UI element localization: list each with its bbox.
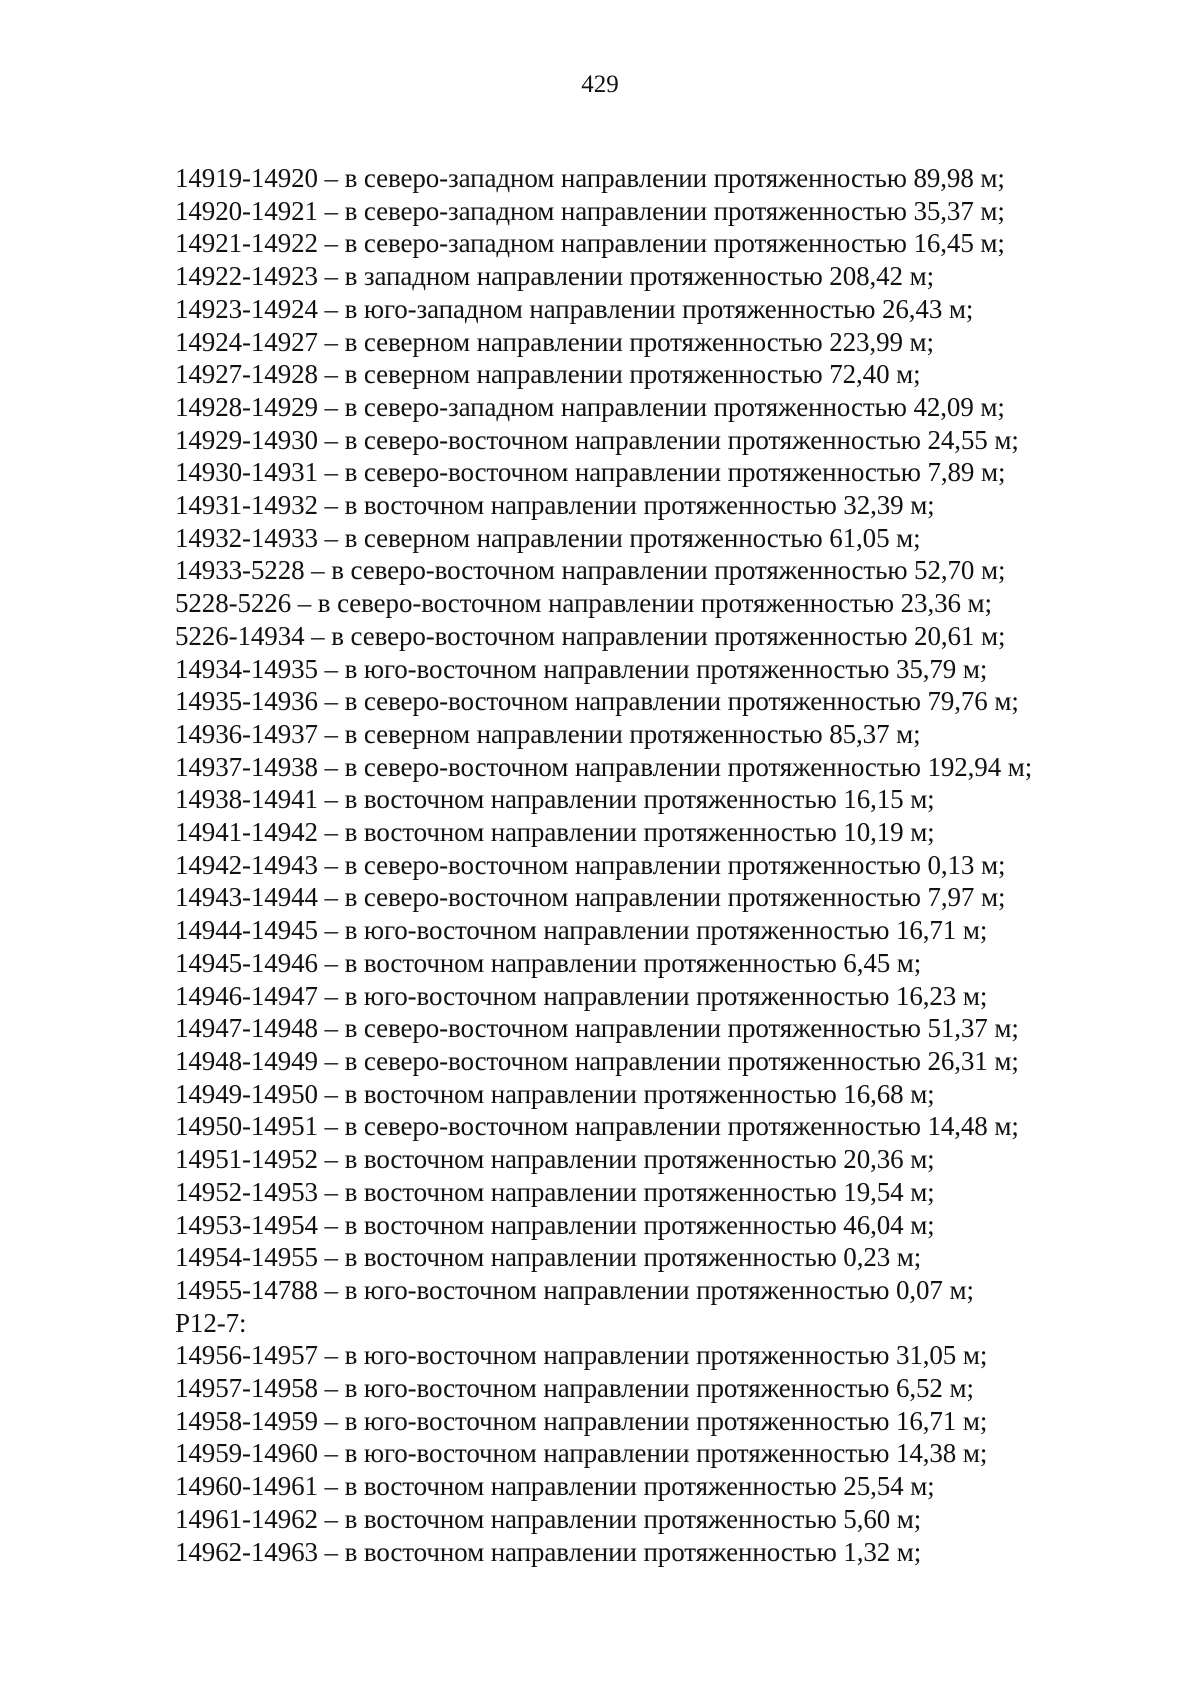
text-line: 14955-14788 – в юго-восточном направлении протяженностью 0,07 м; — [175, 1274, 974, 1305]
text-line: 14923-14924 – в юго-западном направлении протяженностью 26,43 м; — [175, 293, 974, 324]
text-line: 14951-14952 – в восточном направлении протяженностью 20,36 м; — [175, 1144, 935, 1175]
text-line: 14944-14945 – в юго-восточном направлении протяженностью 16,71 м; — [175, 915, 988, 946]
text-line: 14929-14930 – в северо-восточном направлении протяженностью 24,55 м; — [175, 424, 1019, 455]
text-line: 14933-5228 – в северо-восточном направлении протяженностью 52,70 м; — [175, 555, 1006, 586]
text-line: 14960-14961 – в восточном направлении протяженностью 25,54 м; — [175, 1471, 935, 1502]
page-number: 429 — [581, 71, 619, 98]
text-line: 14952-14953 – в восточном направлении протяженностью 19,54 м; — [175, 1176, 935, 1207]
text-line: 14934-14935 – в юго-восточном направлении протяженностью 35,79 м; — [175, 653, 988, 684]
text-line: 14941-14942 – в восточном направлении протяженностью 10,19 м; — [175, 817, 935, 848]
text-line: 5228-5226 – в северо-восточном направлении протяженностью 23,36 м; — [175, 588, 992, 619]
text-line: 14945-14946 – в восточном направлении протяженностью 6,45 м; — [175, 947, 922, 978]
text-line: 14947-14948 – в северо-восточном направлении протяженностью 51,37 м; — [175, 1013, 1019, 1044]
document-body — [175, 162, 1135, 1568]
text-line: 14959-14960 – в юго-восточном направлении протяженностью 14,38 м; — [175, 1438, 988, 1469]
text-line: 14938-14941 – в восточном направлении протяженностью 16,15 м; — [175, 784, 935, 815]
text-line: 14943-14944 – в северо-восточном направлении протяженностью 7,97 м; — [175, 882, 1006, 913]
text-line: 14919-14920 – в северо-западном направлении протяженностью 89,98 м; — [175, 163, 1005, 193]
text-line: 14942-14943 – в северо-восточном направлении протяженностью 0,13 м; — [175, 849, 1006, 880]
text-line: 14957-14958 – в юго-восточном направлении протяженностью 6,52 м; — [175, 1373, 974, 1404]
text-line: 14930-14931 – в северо-восточном направлении протяженностью 7,89 м; — [175, 457, 1006, 488]
text-line: 14961-14962 – в восточном направлении протяженностью 5,60 м; — [175, 1503, 922, 1534]
section-heading: Р12-7: — [175, 1307, 247, 1338]
text-line: 14950-14951 – в северо-восточном направлении протяженностью 14,48 м; — [175, 1111, 1019, 1142]
text-line: 14946-14947 – в юго-восточном направлении протяженностью 16,23 м; — [175, 980, 988, 1011]
text-line: 14949-14950 – в восточном направлении протяженностью 16,68 м; — [175, 1078, 935, 1109]
text-line: 14928-14929 – в северо-западном направлении протяженностью 42,09 м; — [175, 391, 1005, 422]
text-line: 14962-14963 – в восточном направлении протяженностью 1,32 м; — [175, 1536, 922, 1567]
text-line: 14921-14922 – в северо-западном направлении протяженностью 16,45 м; — [175, 228, 1005, 259]
text-line: 14920-14921 – в северо-западном направлении протяженностью 35,37 м; — [175, 195, 1005, 226]
text-line: 14954-14955 – в восточном направлении протяженностью 0,23 м; — [175, 1242, 922, 1273]
text-line: 14948-14949 – в северо-восточном направлении протяженностью 26,31 м; — [175, 1045, 1019, 1076]
text-line: 14922-14923 – в западном направлении протяженностью 208,42 м; — [175, 261, 934, 292]
text-line: 14958-14959 – в юго-восточном направлении протяженностью 16,71 м; — [175, 1405, 988, 1436]
text-line: 14931-14932 – в восточном направлении протяженностью 32,39 м; — [175, 490, 935, 521]
text-line: 14953-14954 – в восточном направлении протяженностью 46,04 м; — [175, 1209, 935, 1240]
text-line: 14927-14928 – в северном направлении протяженностью 72,40 м; — [175, 359, 921, 390]
text-line: 14924-14927 – в северном направлении протяженностью 223,99 м; — [175, 326, 934, 357]
text-line: 14935-14936 – в северо-восточном направлении протяженностью 79,76 м; — [175, 686, 1019, 717]
text-line: 5226-14934 – в северо-восточном направлении протяженностью 20,61 м; — [175, 620, 1006, 651]
text-line: 14932-14933 – в северном направлении протяженностью 61,05 м; — [175, 522, 921, 553]
text-line: 14936-14937 – в северном направлении протяженностью 85,37 м; — [175, 718, 921, 749]
text-line: 14937-14938 – в северо-восточном направлении протяженностью 192,94 м; — [175, 751, 1033, 782]
text-line: 14956-14957 – в юго-восточном направлении протяженностью 31,05 м; — [175, 1340, 988, 1371]
